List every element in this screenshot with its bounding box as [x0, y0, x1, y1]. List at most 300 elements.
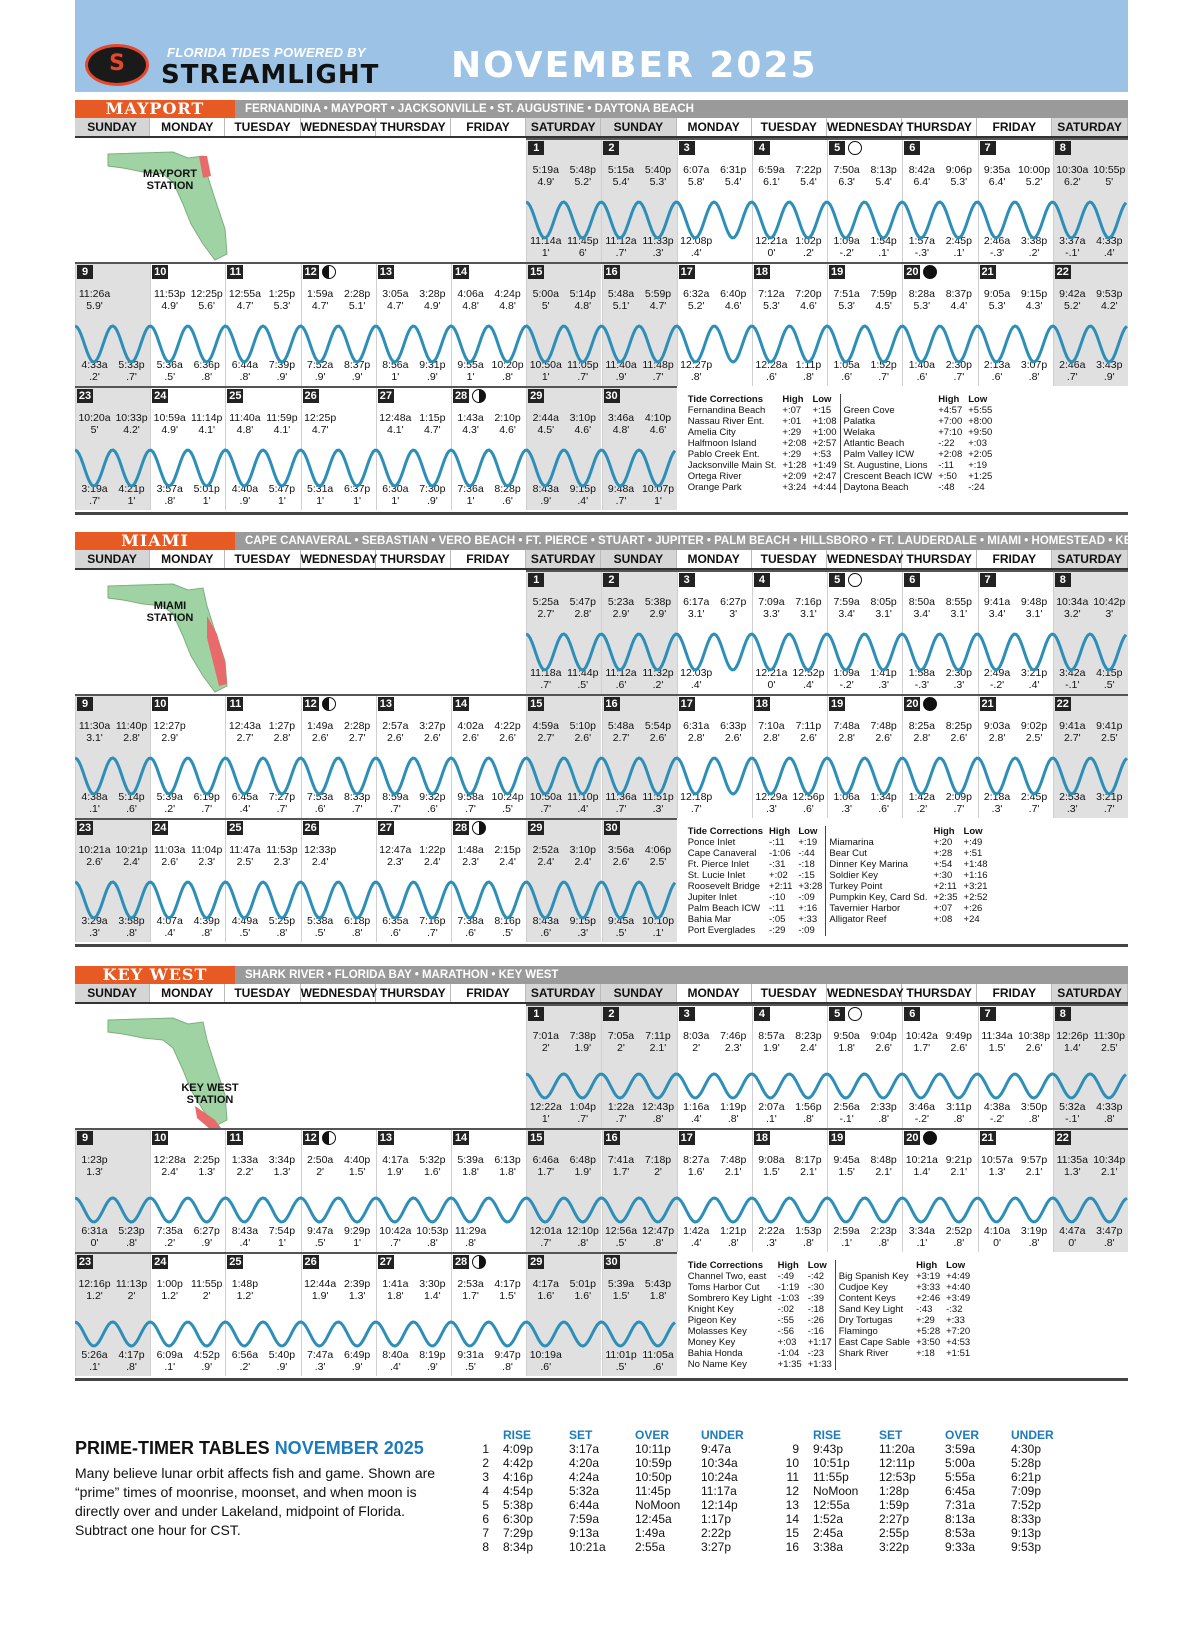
low-tide-height: .9' — [615, 371, 627, 383]
high-tide-time: 11:55p — [191, 1278, 223, 1290]
day-number: 5 — [829, 573, 845, 587]
high-tide-height: 4.1' — [198, 424, 215, 436]
high-tide-time: 12:16p — [78, 1278, 111, 1290]
low-tide-time: 6:09a — [156, 1349, 183, 1361]
low-tide-height: .5' — [164, 371, 176, 383]
high-tide-height: 2.5' — [1100, 1042, 1118, 1054]
high-tide-time: 12:55a — [228, 288, 261, 300]
weekday-label: THURSDAY — [376, 118, 451, 136]
region-towns: FERNANDINA • MAYPORT • JACKSONVILLE • ST. AUGUSTINE • DAYTONA BEACH — [245, 103, 694, 115]
high-tide-time: 1:48a — [457, 844, 484, 856]
low-tide-height: 1' — [127, 495, 136, 507]
low-tide-time: 11:12a — [605, 235, 637, 247]
high-tide — [226, 288, 263, 312]
low-tide-time: 5:26a — [81, 1349, 108, 1361]
correction-row: Ft. Pierce Inlet -:31 -:18 Dinner Key Marina +:54 +1:48 — [687, 859, 988, 870]
low-tide-height: .8' — [502, 371, 513, 383]
low-tide-time: 3:37a — [1059, 235, 1086, 247]
low-tide-height: 1' — [316, 495, 325, 507]
low-tide-height: .7' — [615, 495, 627, 507]
high-tide — [828, 1154, 865, 1178]
high-tide-height: 6.4' — [913, 176, 931, 188]
prime-row: 6 6:30p 7:59a 12:45a 1:17p — [482, 1512, 732, 1526]
high-tide-time: 10:00p — [1018, 164, 1051, 176]
high-tide — [639, 596, 676, 620]
high-tide — [865, 1154, 902, 1178]
low-tide-height: .3' — [1066, 803, 1078, 815]
high-tide-height: 1.8' — [387, 1290, 404, 1302]
day-number: 6 — [904, 1007, 920, 1021]
low-tide-time: 4:39p — [193, 915, 220, 927]
high-tide-time: 7:51a — [833, 288, 860, 300]
high-tide-time: 7:41a — [607, 1154, 635, 1166]
high-tide — [1054, 288, 1091, 312]
high-tide — [452, 288, 489, 312]
high-tide — [564, 720, 601, 744]
high-tide-time: 6:40p — [720, 288, 747, 300]
high-tide-time: 12:28a — [153, 1154, 186, 1166]
high-tide — [414, 844, 451, 868]
low-tide-height: .1' — [652, 927, 664, 939]
high-tide — [1054, 164, 1091, 188]
low-tide-height: -.3' — [914, 679, 929, 691]
day-number: 29 — [530, 390, 543, 402]
low-tide-time: 9:58a — [457, 791, 484, 803]
high-tide-height: 1.3' — [1063, 1166, 1081, 1178]
day-number: 18 — [755, 1132, 769, 1144]
high-tide-time: 12:48a — [379, 412, 412, 424]
high-tide-height: 2.4' — [161, 1166, 178, 1178]
low-tide-height: .3' — [314, 1361, 326, 1373]
high-tide — [715, 1154, 752, 1178]
high-tide-height: 2.8' — [988, 732, 1006, 744]
day-number: 18 — [755, 698, 769, 710]
low-tide-time: 3:50p — [1020, 1101, 1048, 1113]
low-tide-height: .3' — [953, 679, 965, 691]
high-tide-height: 5.1' — [612, 300, 630, 312]
logo-tagline: FLORIDA TIDES POWERED BY — [167, 45, 366, 60]
low-tide-height: .7' — [577, 1113, 589, 1125]
weekday-label: FRIDAY — [977, 118, 1052, 136]
low-tide-time: 9:15p — [569, 483, 596, 495]
low-tide-time: 2:13a — [983, 359, 1011, 371]
day-number: 14 — [454, 698, 468, 710]
high-tide — [979, 1030, 1016, 1054]
high-tide-height: 2.5' — [236, 856, 254, 868]
high-tide-time: 9:35a — [983, 164, 1011, 176]
low-tide-time: 1:09a — [833, 235, 860, 247]
region-1 — [75, 531, 1184, 952]
day-number: 3 — [679, 573, 695, 587]
high-tide — [527, 1278, 564, 1302]
high-tide-height: 2' — [617, 1042, 625, 1054]
low-tide-height: .4' — [1103, 247, 1115, 259]
weekday-label: TUESDAY — [225, 984, 300, 1002]
low-tide-time: 10:19a — [529, 1349, 562, 1361]
low-tide-height: .7' — [953, 371, 965, 383]
region-towns: SHARK RIVER • FLORIDA BAY • MARATHON • KEY WEST — [245, 969, 559, 981]
low-tide-time: 2:45p — [1020, 791, 1048, 803]
correction-row: Pablo Creek Ent. +:29 +:53 Palm Valley ICW +2:08 +2:05 — [687, 449, 993, 460]
low-tide-time: 8:37p — [344, 359, 371, 371]
low-tide-time: 6:49p — [344, 1349, 371, 1361]
low-tide-height: .9' — [201, 1237, 213, 1249]
high-tide-time: 4:06a — [457, 288, 484, 300]
high-tide-height: 5' — [541, 300, 550, 312]
high-tide — [226, 1278, 263, 1302]
low-tide-height: .8' — [1028, 1113, 1040, 1125]
low-tide-height: .7' — [690, 803, 702, 815]
high-tide-height: 2.8' — [763, 732, 780, 744]
low-tide-time: 12:52p — [792, 667, 825, 679]
high-tide-time: 2:39p — [344, 1278, 371, 1290]
high-tide-height: 2' — [654, 1166, 662, 1178]
weekday-label: MONDAY — [677, 984, 752, 1002]
high-tide-height: 2.6' — [950, 732, 968, 744]
low-tide-height: .3' — [652, 803, 664, 815]
low-tide-time: 1:56p — [795, 1101, 822, 1113]
high-tide-time: 9:08a — [758, 1154, 785, 1166]
high-tide — [753, 1030, 790, 1054]
high-tide-time: 3:10p — [569, 844, 596, 856]
low-tide-time: 11:32p — [642, 667, 674, 679]
corrections-high-header: High — [777, 1260, 799, 1271]
high-tide-time: 5:00a — [532, 288, 559, 300]
weekday-label: WEDNESDAY — [300, 552, 378, 566]
high-tide — [640, 412, 677, 436]
low-tide-time: 11:18a — [530, 667, 562, 679]
tide-wave-line — [526, 622, 1128, 682]
low-tide-height: .8' — [276, 927, 288, 939]
high-tide-time: 11:53p — [266, 844, 298, 856]
day-number: 28 — [454, 1256, 468, 1268]
low-tide-time: 12:22a — [529, 1101, 562, 1113]
correction-row: Ortega River +2:09 +2:47 Crescent Beach ICW +:50 +1:25 — [687, 471, 993, 482]
low-tide-height: -.1' — [1065, 679, 1080, 691]
high-tide — [527, 164, 564, 188]
high-tide-height: 2' — [127, 1290, 136, 1302]
high-tide-time: 2:44a — [532, 412, 559, 424]
low-tide-time: 4:21p — [118, 483, 145, 495]
high-tide-time: 7:12a — [758, 288, 785, 300]
high-tide-time: 9:53p — [1096, 288, 1123, 300]
day-number: 9 — [77, 1131, 93, 1145]
low-tide-time: 3:21p — [1020, 667, 1048, 679]
high-tide-height: 1.9' — [574, 1166, 592, 1178]
high-tide-time: 2:52a — [532, 844, 559, 856]
high-tide — [226, 844, 263, 868]
prime-table-right — [765, 1428, 1077, 1554]
high-tide — [263, 844, 300, 868]
low-tide-time: 2:30p — [945, 667, 972, 679]
high-tide-time: 10:34p — [1093, 1154, 1126, 1166]
moon-lq-icon — [322, 265, 336, 279]
high-tide — [188, 1154, 225, 1178]
high-tide-height: 2.6' — [724, 732, 742, 744]
day-number: 21 — [981, 266, 994, 278]
weekday-label: SUNDAY — [75, 984, 150, 1002]
region-towns: CAPE CANAVERAL • SEBASTIAN • VERO BEACH • FT. PIERCE • STUART • JUPITER • PALM BEACH • HILLSBORO • FT. LAUDERDALE • MIAMI • HOMESTEAD • KEY LARGO — [245, 535, 1184, 547]
high-tide-time: 8:25a — [908, 720, 935, 732]
weekday-label: FRIDAY — [977, 550, 1052, 568]
high-tide-time: 2:15p — [494, 844, 521, 856]
high-tide-time: 6:32a — [683, 288, 710, 300]
low-tide-time: 9:45a — [607, 915, 635, 927]
high-tide-time: 8:17p — [795, 1154, 822, 1166]
high-tide — [790, 1154, 827, 1178]
low-tide-time: 10:20p — [491, 359, 524, 371]
low-tide-height: .8' — [803, 1237, 814, 1249]
high-tide-time: 7:48p — [720, 1154, 747, 1166]
high-tide-height: 5.4' — [800, 176, 817, 188]
day-number: 4 — [754, 141, 770, 155]
high-tide-time: 9:48p — [1020, 596, 1048, 608]
low-tide-time: 5:23p — [118, 1225, 145, 1237]
prime-title-month: NOVEMBER 2025 — [274, 1438, 424, 1458]
low-tide-time: 3:43p — [1096, 359, 1123, 371]
low-tide-time: 1:53p — [795, 1225, 822, 1237]
high-tide-time: 3:10p — [569, 412, 596, 424]
low-tide-time: 1:22a — [607, 1101, 635, 1113]
low-tide-height: .3' — [991, 803, 1003, 815]
low-tide-height: .4' — [690, 1113, 702, 1125]
low-tide-height: .7' — [89, 495, 100, 507]
high-tide — [678, 720, 715, 744]
low-tide-time: 3:42a — [1059, 667, 1086, 679]
region-separator — [75, 944, 1128, 947]
high-tide-height: 3' — [1105, 608, 1114, 620]
weekday-header — [75, 984, 1128, 1004]
high-tide-height: 2' — [316, 1166, 325, 1178]
low-tide-time: 3:11p — [946, 1101, 972, 1113]
low-tide-time: 8:16p — [494, 915, 521, 927]
high-tide — [527, 1154, 564, 1178]
low-tide-height: .8' — [652, 1237, 664, 1249]
moon-full-icon — [848, 1007, 862, 1021]
high-tide-time: 1:23p — [81, 1154, 108, 1166]
low-tide-time: 9:55a — [457, 359, 484, 371]
high-tide — [302, 1278, 339, 1302]
low-tide-time: 10:50a — [529, 359, 562, 371]
high-tide — [414, 412, 451, 436]
high-tide — [1091, 596, 1128, 620]
high-tide-height: 1.7' — [913, 1042, 931, 1054]
high-tide — [1054, 1154, 1091, 1178]
high-tide-height: 4.7' — [649, 300, 667, 312]
high-tide-time: 4:02a — [457, 720, 484, 732]
high-tide-height: 3.4' — [913, 608, 931, 620]
low-tide-time: 8:40a — [382, 1349, 409, 1361]
high-tide-time: 5:43p — [644, 1278, 672, 1290]
high-tide-height: 1.7' — [612, 1166, 630, 1178]
low-tide-time: 2:56a — [833, 1101, 860, 1113]
low-tide-height: .7' — [540, 679, 552, 691]
high-tide-height: 5.1' — [348, 300, 366, 312]
low-tide-time: 4:33p — [1096, 235, 1123, 247]
low-tide-height: .8' — [878, 1113, 889, 1125]
correction-row: Molasses Key -:56 -:16 Flamingo +5:28 +7:20 — [687, 1326, 971, 1337]
high-tide — [151, 412, 188, 436]
prime-header: UNDER — [701, 1428, 744, 1442]
low-tide-time: 2:18a — [983, 791, 1011, 803]
high-tide-height: 1.3' — [86, 1166, 103, 1178]
region-separator — [75, 512, 1128, 515]
high-tide — [790, 596, 827, 620]
high-tide-time: 1:33a — [231, 1154, 259, 1166]
high-tide-time: 8:42a — [908, 164, 935, 176]
low-tide-height: .8' — [126, 1361, 137, 1373]
low-tide-height: -.2' — [914, 1113, 929, 1125]
day-number: 2 — [603, 141, 619, 155]
high-tide-height: 2.5' — [1025, 732, 1043, 744]
low-tide-height: .3' — [577, 927, 589, 939]
high-tide-time: 8:28a — [908, 288, 935, 300]
weekday-label: TUESDAY — [752, 550, 827, 568]
day-number: 21 — [981, 698, 994, 710]
day-number: 28 — [454, 822, 468, 834]
high-tide-height: 4.6' — [724, 300, 742, 312]
high-tide-time: 6:31a — [683, 720, 710, 732]
high-tide — [715, 164, 752, 188]
high-tide-height: 1.8' — [649, 1290, 667, 1302]
high-tide-height: 1.4' — [424, 1290, 441, 1302]
high-tide-time: 11:59p — [266, 412, 298, 424]
prime-row: 4 4:54p 5:32a 11:45p 11:17a — [482, 1484, 737, 1498]
high-tide-height: 1.5' — [763, 1166, 780, 1178]
high-tide-time: 12:25p — [304, 412, 337, 424]
day-number: 7 — [980, 573, 996, 587]
low-tide-time: 5:47p — [268, 483, 296, 495]
high-tide-time: 5:39a — [607, 1278, 635, 1290]
tide-wave-line — [75, 438, 677, 498]
low-tide-time: 4:17p — [118, 1349, 145, 1361]
high-tide — [377, 1278, 414, 1302]
high-tide — [1016, 1030, 1053, 1054]
high-tide — [113, 1278, 150, 1302]
high-tide — [828, 164, 865, 188]
low-tide-height: .5' — [615, 927, 627, 939]
day-number: 6 — [904, 573, 920, 587]
streamlight-logo-icon — [85, 44, 149, 86]
low-tide-height: .8' — [953, 1237, 965, 1249]
high-tide-time: 5:15a — [607, 164, 635, 176]
day-number: 20 — [906, 266, 919, 278]
prime-header: UNDER — [1011, 1428, 1054, 1442]
high-tide-time: 2:57a — [382, 720, 409, 732]
prime-row: 10 10:51p 12:11p 5:00a 5:28p — [785, 1456, 1042, 1470]
low-tide-time: 4:15p — [1096, 667, 1123, 679]
correction-row: Fernandina Beach +:07 +:15 Green Cove +4:57 +5:55 — [687, 405, 993, 416]
low-tide-time: 3:57a — [156, 483, 183, 495]
high-tide-time: 9:49p — [945, 1030, 972, 1042]
correction-row: Knight Key -:02 -:18 Sand Key Light -:43 -:32 — [687, 1304, 963, 1315]
high-tide — [602, 596, 639, 620]
low-tide-time: 12:56p — [792, 791, 825, 803]
day-number: 16 — [605, 698, 618, 710]
high-tide-height: 4.8' — [462, 300, 479, 312]
prime-title: PRIME-TIMER TABLES — [75, 1438, 270, 1458]
high-tide-time: 11:35a — [1056, 1154, 1088, 1166]
high-tide-height: 5.3' — [649, 176, 667, 188]
low-tide-height: .6' — [916, 371, 928, 383]
low-tide-time: 9:47a — [307, 1225, 334, 1237]
corrections-high-header: High — [782, 394, 804, 405]
day-number: 15 — [530, 266, 543, 278]
low-tide-height: .9' — [426, 371, 438, 383]
weekday-header — [75, 118, 1128, 138]
high-tide — [226, 412, 263, 436]
high-tide-time: 12:43a — [228, 720, 261, 732]
day-number: 17 — [680, 1132, 693, 1144]
low-tide-height: .5' — [502, 927, 513, 939]
low-tide-height: 1' — [353, 495, 362, 507]
high-tide — [188, 412, 225, 436]
high-tide-height: 4.9' — [161, 300, 178, 312]
low-tide-time: 11:40a — [605, 359, 637, 371]
high-tide-time: 11:30p — [1093, 1030, 1125, 1042]
high-tide — [940, 164, 977, 188]
day-number: 5 — [829, 1007, 845, 1021]
high-tide-time: 10:34a — [1056, 596, 1089, 608]
low-tide-time: 10:24p — [491, 791, 524, 803]
high-tide-time: 2:10p — [494, 412, 521, 424]
high-tide — [302, 1154, 339, 1178]
high-tide-time: 10:21a — [78, 844, 111, 856]
high-tide — [865, 720, 902, 744]
high-tide — [377, 844, 414, 868]
low-tide-height: .1' — [89, 1361, 100, 1373]
low-tide-height: .4' — [164, 927, 176, 939]
high-tide-time: 9:05a — [983, 288, 1011, 300]
high-tide — [527, 720, 564, 744]
high-tide-height: 1.7' — [537, 1166, 555, 1178]
low-tide-height: .8' — [502, 1361, 513, 1373]
day-number: 27 — [379, 390, 392, 402]
weekday-label: MONDAY — [677, 550, 752, 568]
tide-corrections — [685, 826, 991, 936]
moon-fq-icon — [472, 821, 486, 835]
low-tide-height: .8' — [652, 1113, 664, 1125]
high-tide-time: 5:25a — [532, 596, 559, 608]
high-tide — [1016, 288, 1053, 312]
high-tide — [865, 288, 902, 312]
correction-row: Orange Park +3:24 +4:44 Daytona Beach -:48 -:24 — [687, 482, 985, 493]
correction-row: Nassau River Ent. +:01 +1:08 Palatka +7:00 +8:00 — [687, 416, 993, 427]
low-tide-time: 6:35a — [382, 915, 409, 927]
high-tide-time: 6:33p — [720, 720, 747, 732]
high-tide-time: 5:48a — [607, 288, 635, 300]
prime-row: 11 11:55p 12:53p 5:55a 6:21p — [786, 1470, 1042, 1484]
weekday-header — [75, 550, 1128, 570]
low-tide-time: 1:11p — [795, 359, 822, 371]
high-tide — [940, 720, 977, 744]
high-tide-time: 4:22p — [494, 720, 521, 732]
high-tide — [940, 596, 977, 620]
prime-row: 2 4:42p 4:20a 10:59p 10:34a — [482, 1456, 738, 1470]
high-tide — [76, 1278, 113, 1302]
high-tide-height: 2.6' — [161, 856, 178, 868]
day-number: 19 — [831, 1132, 844, 1144]
low-tide-time: 12:56a — [604, 1225, 638, 1237]
high-tide — [489, 844, 526, 868]
prime-row: 3 4:16p 4:24a 10:50p 10:24a — [482, 1470, 738, 1484]
low-tide-height: .7' — [1103, 803, 1115, 815]
high-tide-height: 4.2' — [123, 424, 140, 436]
high-tide — [452, 1278, 489, 1302]
high-tide-height: 4.7' — [424, 424, 441, 436]
high-tide-height: 2.3' — [273, 856, 291, 868]
high-tide-height: 6.2' — [1063, 176, 1081, 188]
